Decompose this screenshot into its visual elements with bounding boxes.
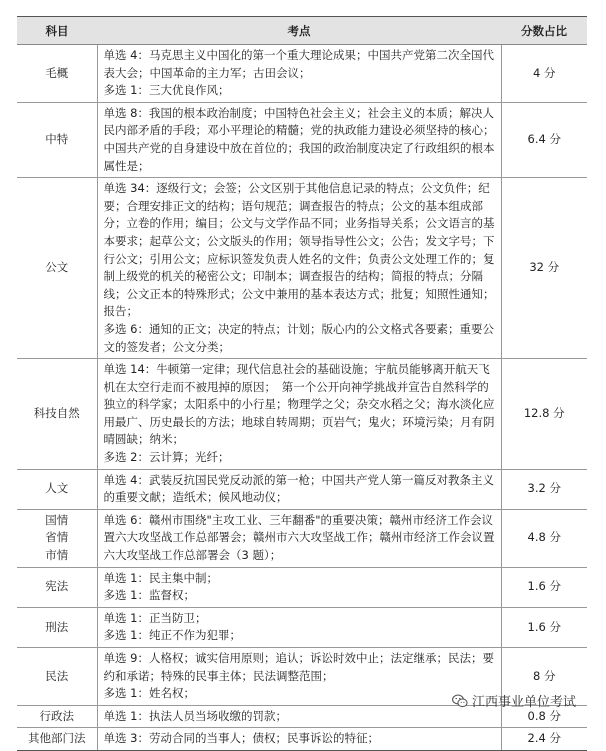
subject-name: 宪法 — [45, 579, 69, 594]
subject-name: 其他部门法 — [28, 731, 86, 746]
subject-name: 市情 — [45, 548, 69, 563]
subject-name: 中特 — [45, 132, 69, 147]
subject-name: 科技自然 — [33, 406, 80, 421]
point-line: 单选 14：牛顿第一定律；现代信息社会的基础设施；宇航员能够离开航天飞机在太空行走而不被甩掉的原因； 第一个公开向神学挑战并宣告自然科学的独立的科学家；太阳系中的小行星；物理学之父；杂交水稻之父；海水淡化应用最广、历史最长的方法；地球自转周期；页岩气；鬼火；环境污染；月有阴晴圆缺；纳米； — [103, 362, 495, 447]
score-cell: 12.8 分 — [501, 359, 587, 470]
header-score: 分数占比 — [501, 17, 587, 45]
subject-cell — [17, 45, 97, 103]
score-cell: 1.6 分 — [501, 567, 587, 607]
point-line: 单选 3：劳动合同的当事人；债权；民事诉讼的特征； — [103, 731, 379, 746]
table-row — [17, 509, 587, 567]
subject-cell — [17, 178, 97, 359]
point-line: 单选 4：马克思主义中国化的第一个重大理论成果；中国共产党第二次全国代表大会；中国革命的主力军；古田会议； — [103, 48, 494, 80]
points-cell — [97, 178, 501, 359]
watermark — [452, 691, 576, 710]
point-line: 多选 1：三大优良作风； — [103, 83, 230, 98]
point-line: 多选 1：监督权； — [103, 588, 195, 603]
table-row — [17, 728, 587, 751]
point-line: 单选 8：我国的根本政治制度；中国特色社会主义；社会主义的本质；解决人民内部矛盾的手段；邓小平理论的精髓；党的执政能力建设必须坚持的核心；中国共产党的自身建设中放在首位的；我国的政治制度决定了行政组织的根本属性是； — [103, 105, 495, 173]
score-cell: 8 分 — [501, 648, 587, 706]
point-line: 多选 2：云计算；光纤； — [103, 450, 230, 465]
subject-cell — [17, 607, 97, 647]
subject-cell — [17, 728, 97, 751]
subject-cell — [17, 648, 97, 706]
subject-cell — [17, 102, 97, 177]
points-cell — [97, 705, 501, 728]
point-line: 单选 1：执法人员当场收缴的罚款； — [103, 708, 287, 723]
point-line: 单选 9：人格权；诚实信用原则；追认；诉讼时效中止；法定继承；民法；要约和承诺；特殊的民事主体；民法调整范围； — [103, 651, 494, 683]
subject-name: 行政法 — [39, 708, 74, 723]
score-cell: 3.2 分 — [501, 469, 587, 509]
point-line: 单选 6：赣州市围绕"主攻工业、三年翻番"的重要决策；赣州市经济工作会议置六大攻坚战工作总部署会；赣州市六大攻坚战工作；赣州市经济工作会议置六大攻坚战工作总部署会（3 题）； — [103, 512, 495, 563]
point-line: 单选 1：民主集中制； — [103, 570, 218, 585]
points-cell — [97, 45, 501, 103]
points-cell — [97, 607, 501, 647]
score-cell: 32 分 — [501, 178, 587, 359]
table-row — [17, 359, 587, 470]
table-row — [17, 178, 587, 359]
header-points: 考点 — [97, 17, 501, 45]
point-line: 多选 1：纯正不作为犯罪； — [103, 628, 241, 643]
exam-topics-table — [17, 16, 587, 751]
point-line: 多选 1：姓名权； — [103, 686, 195, 701]
subject-name: 毛概 — [45, 65, 69, 80]
subject-cell — [17, 509, 97, 567]
table-row — [17, 45, 587, 103]
point-line: 单选 4：武装反抗国民党反动派的第一枪；中国共产党人第一篇反对教条主义的重要文献；造纸术；候风地动仪； — [103, 472, 494, 505]
points-cell — [97, 469, 501, 509]
table-row — [17, 102, 587, 177]
subject-name: 刑法 — [45, 619, 69, 634]
table-row — [17, 469, 587, 509]
table-header-row — [17, 17, 587, 45]
subject-name: 国情 — [45, 512, 69, 527]
subject-name: 人文 — [45, 481, 69, 496]
subject-name: 民法 — [45, 668, 69, 683]
points-cell — [97, 728, 501, 751]
watermark-text: 江西事业单位考试 — [472, 695, 577, 710]
subject-cell — [17, 359, 97, 470]
points-cell — [97, 359, 501, 470]
subject-name: 省情 — [45, 530, 69, 545]
wechat-icon — [452, 694, 468, 708]
point-line: 单选 34：逐级行文；会签；公文区别于其他信息记录的特点；公文负件；纪要；合理安排正文的结构；语句规范；调查报告的特点；公文的基本组成部分；立卷的作用；编目；公文与文学作品不同；业务指导关系；公文语言的基本要求；起草公文；公文版头的作用；领导指导性公文；公告；发文字号；下行公文；引用公文；应标识签发负责人姓名的文件；负责公文处理工作的；复制上级党的机关的秘密公文；印制本；调查报告的结构；简报的特点；分隔线；公文正本的特殊形式；公文中兼用的基本表达方式；批复；知照性通知；报告； — [103, 181, 495, 319]
points-cell — [97, 102, 501, 177]
score-cell: 1.6 分 — [501, 607, 587, 647]
points-cell — [97, 648, 501, 706]
points-cell — [97, 509, 501, 567]
score-cell: 0.8 分 — [501, 705, 587, 728]
point-line: 单选 1：正当防卫； — [103, 610, 207, 625]
subject-cell — [17, 567, 97, 607]
points-cell — [97, 567, 501, 607]
subject-cell — [17, 705, 97, 728]
score-cell: 4.8 分 — [501, 509, 587, 567]
table-row — [17, 607, 587, 647]
point-line: 多选 6：通知的正文；决定的特点；计划；版心内的公文格式各要素；重要公文的签发者；公文分类； — [103, 321, 494, 354]
subject-name: 公文 — [45, 260, 69, 275]
table-row — [17, 567, 587, 607]
header-subject: 科目 — [17, 17, 97, 45]
score-cell: 2.4 分 — [501, 728, 587, 751]
subject-cell — [17, 469, 97, 509]
score-cell: 4 分 — [501, 45, 587, 103]
score-cell: 6.4 分 — [501, 102, 587, 177]
